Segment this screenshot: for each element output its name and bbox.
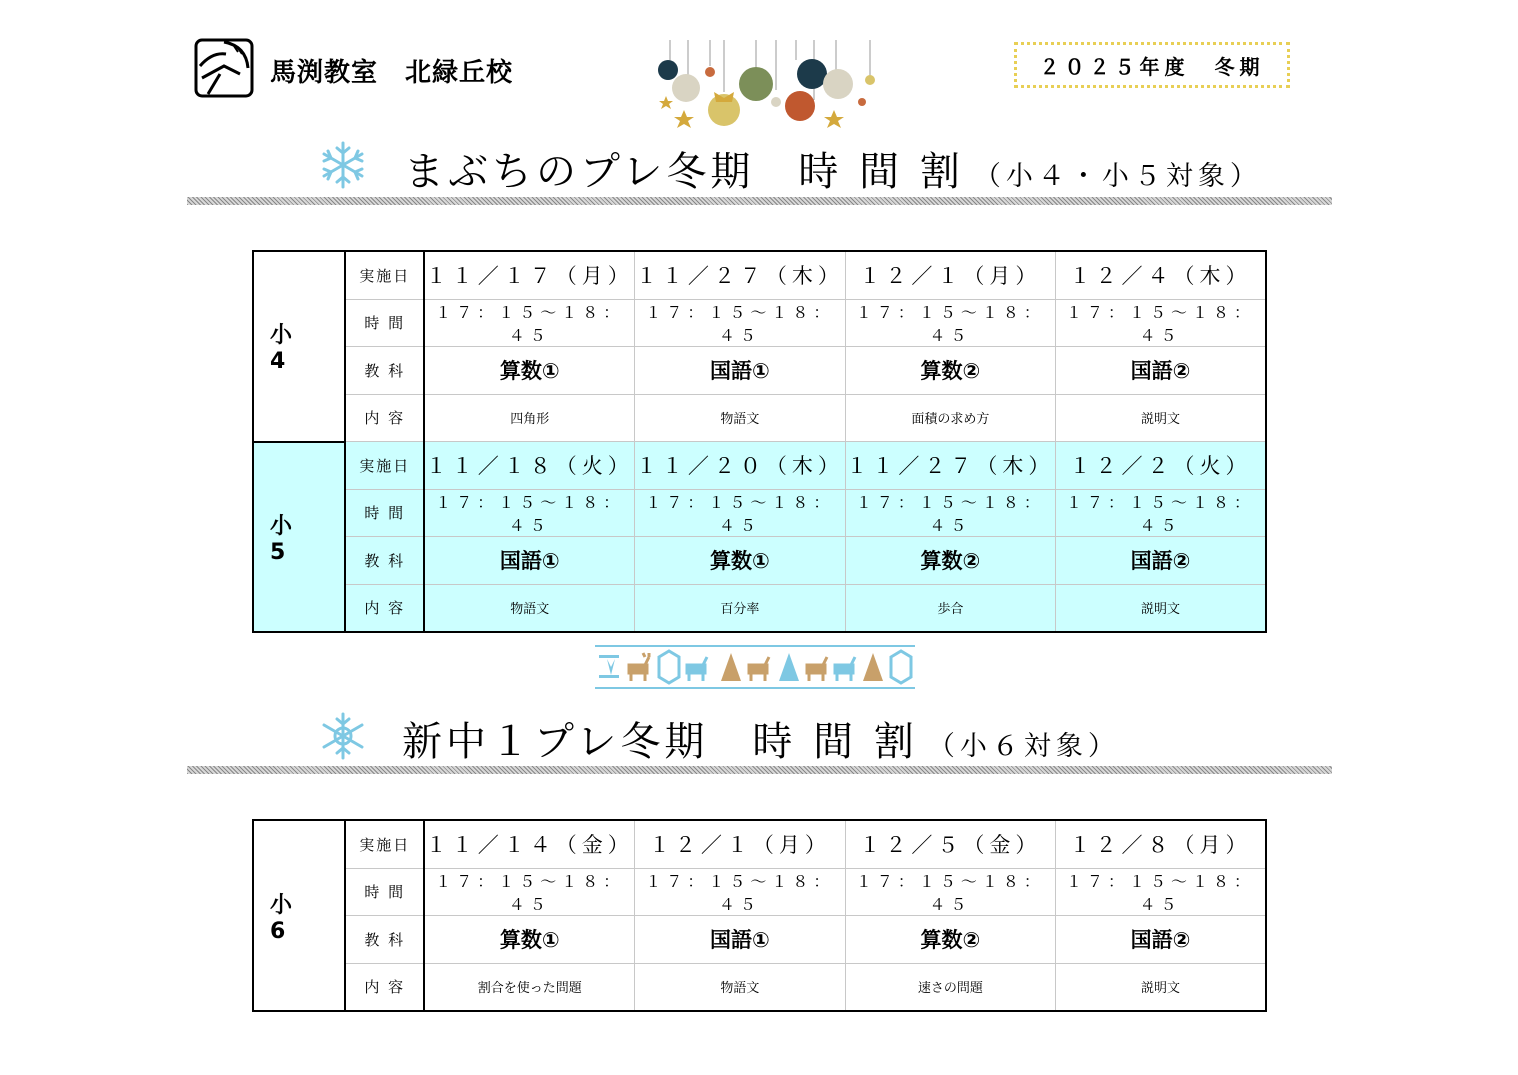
table-row bbox=[253, 489, 1266, 537]
section-1-title bbox=[404, 140, 1262, 197]
row-label-time: 時 間 bbox=[345, 299, 424, 347]
content-cell: 百分率 bbox=[635, 584, 845, 632]
year-term-label: ２０２５年度 冬期 bbox=[1039, 54, 1265, 79]
section-2-divider bbox=[187, 766, 1332, 774]
schedule-table-grade4-5 bbox=[252, 250, 1267, 633]
grade-label: 小 5 bbox=[253, 442, 345, 633]
subject-cell: 算数① bbox=[635, 537, 845, 585]
content-cell: 説明文 bbox=[1056, 963, 1266, 1011]
grade-label: 小 4 bbox=[253, 251, 345, 442]
year-term-badge bbox=[1014, 42, 1290, 88]
time-cell: １７：１５～１８：４５ bbox=[845, 868, 1055, 916]
date-cell: １１／１７（月） bbox=[424, 251, 634, 299]
content-cell: 物語文 bbox=[424, 584, 634, 632]
date-cell: １１／１４（金） bbox=[424, 820, 634, 868]
subject-cell: 国語① bbox=[635, 347, 845, 395]
date-cell: １１／２７（木） bbox=[845, 442, 1055, 490]
date-cell: １２／４（木） bbox=[1056, 251, 1266, 299]
content-cell: 物語文 bbox=[635, 963, 845, 1011]
row-label-time: 時 間 bbox=[345, 489, 424, 537]
content-cell: 説明文 bbox=[1056, 394, 1266, 442]
row-label-date: 実施日 bbox=[345, 442, 424, 490]
content-cell: 物語文 bbox=[635, 394, 845, 442]
time-cell: １７：１５～１８：４５ bbox=[424, 489, 634, 537]
schedule-table-grade6 bbox=[252, 819, 1267, 1012]
date-cell: １２／５（金） bbox=[845, 820, 1055, 868]
subject-cell: 算数② bbox=[845, 347, 1055, 395]
table-row bbox=[253, 820, 1266, 868]
table-row bbox=[253, 537, 1266, 585]
date-cell: １１／１８（火） bbox=[424, 442, 634, 490]
time-cell: １７：１５～１８：４５ bbox=[424, 299, 634, 347]
date-cell: １１／２０（木） bbox=[635, 442, 845, 490]
subject-cell: 算数② bbox=[845, 916, 1055, 964]
content-cell: 割合を使った問題 bbox=[424, 963, 634, 1011]
row-label-content: 内 容 bbox=[345, 584, 424, 632]
content-cell: 歩合 bbox=[845, 584, 1055, 632]
subject-cell: 算数② bbox=[845, 537, 1055, 585]
table-row bbox=[253, 442, 1266, 490]
section-2-title-text: 新中１プレ冬期 時 間 割 bbox=[402, 719, 918, 765]
content-cell: 四角形 bbox=[424, 394, 634, 442]
row-label-date: 実施日 bbox=[345, 820, 424, 868]
snowflake-icon bbox=[318, 140, 368, 190]
table-row bbox=[253, 584, 1266, 632]
row-label-date: 実施日 bbox=[345, 251, 424, 299]
time-cell: １７：１５～１８：４５ bbox=[1056, 489, 1266, 537]
subject-cell: 国語① bbox=[635, 916, 845, 964]
table-row bbox=[253, 868, 1266, 916]
row-label-subject: 教 科 bbox=[345, 347, 424, 395]
table-row bbox=[253, 299, 1266, 347]
subject-cell: 国語② bbox=[1056, 916, 1266, 964]
snowflake-icon bbox=[318, 711, 368, 761]
section-1-title-text: まぶちのプレ冬期 時 間 割 bbox=[404, 149, 964, 195]
table-row bbox=[253, 916, 1266, 964]
time-cell: １７：１５～１８：４５ bbox=[845, 489, 1055, 537]
section-2-title bbox=[402, 710, 1120, 767]
time-cell: １７：１５～１８：４５ bbox=[635, 868, 845, 916]
row-label-subject: 教 科 bbox=[345, 916, 424, 964]
time-cell: １７：１５～１８：４５ bbox=[845, 299, 1055, 347]
time-cell: １７：１５～１８：４５ bbox=[635, 299, 845, 347]
time-cell: １７：１５～１８：４５ bbox=[635, 489, 845, 537]
ornaments-decoration-icon bbox=[650, 40, 885, 132]
subject-cell: 国語② bbox=[1056, 537, 1266, 585]
row-label-content: 内 容 bbox=[345, 394, 424, 442]
time-cell: １７：１５～１８：４５ bbox=[1056, 868, 1266, 916]
subject-cell: 算数① bbox=[424, 916, 634, 964]
subject-cell: 国語② bbox=[1056, 347, 1266, 395]
time-cell: １７：１５～１８：４５ bbox=[1056, 299, 1266, 347]
grade-label: 小 6 bbox=[253, 820, 345, 1011]
table-row bbox=[253, 347, 1266, 395]
section-1-subtitle: （小４・小５対象） bbox=[973, 161, 1262, 192]
content-cell: 説明文 bbox=[1056, 584, 1266, 632]
date-cell: １２／８（月） bbox=[1056, 820, 1266, 868]
date-cell: １２／２（火） bbox=[1056, 442, 1266, 490]
row-label-subject: 教 科 bbox=[345, 537, 424, 585]
content-cell: 速さの問題 bbox=[845, 963, 1055, 1011]
horse-logo-icon bbox=[194, 38, 254, 98]
table-row bbox=[253, 394, 1266, 442]
date-cell: １１／２７（木） bbox=[635, 251, 845, 299]
content-cell: 面積の求め方 bbox=[845, 394, 1055, 442]
row-label-time: 時 間 bbox=[345, 868, 424, 916]
time-cell: １７：１５～１８：４５ bbox=[424, 868, 634, 916]
subject-cell: 算数① bbox=[424, 347, 634, 395]
table-row bbox=[253, 963, 1266, 1011]
section-2-subtitle: （小６対象） bbox=[927, 731, 1120, 762]
table-row bbox=[253, 251, 1266, 299]
school-name: 馬渕教室 北緑丘校 bbox=[270, 58, 514, 88]
subject-cell: 国語① bbox=[424, 537, 634, 585]
row-label-content: 内 容 bbox=[345, 963, 424, 1011]
nordic-deer-pattern-icon bbox=[595, 645, 915, 689]
date-cell: １２／１（月） bbox=[635, 820, 845, 868]
section-1-divider bbox=[187, 197, 1332, 205]
date-cell: １２／１（月） bbox=[845, 251, 1055, 299]
